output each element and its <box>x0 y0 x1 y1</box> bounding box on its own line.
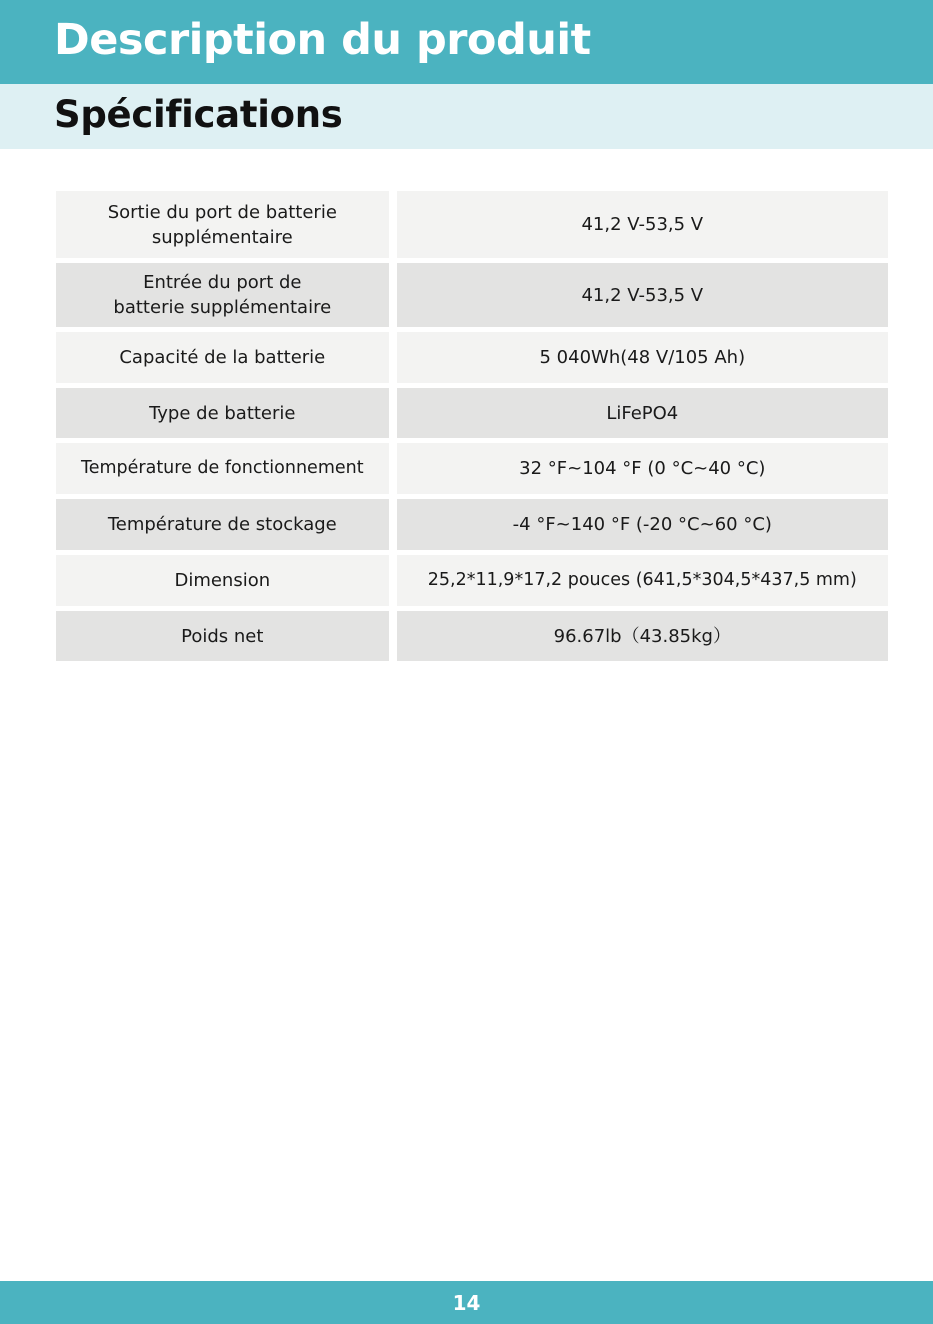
table-row <box>56 263 888 327</box>
table-row <box>56 332 888 383</box>
spec-value: 32 °F~104 °F (0 °C~40 °C) <box>397 443 888 494</box>
spec-label: Capacité de la batterie <box>56 332 389 383</box>
footer-bar <box>0 1281 933 1324</box>
table-row <box>56 499 888 550</box>
spec-table <box>56 191 888 666</box>
spec-value: -4 °F~140 °F (-20 °C~60 °C) <box>397 499 888 550</box>
table-row <box>56 191 888 258</box>
cell-gap <box>389 332 397 383</box>
spec-value: LiFePO4 <box>397 388 888 438</box>
spec-value: 41,2 V-53,5 V <box>397 191 888 258</box>
spec-label: Température de stockage <box>56 499 389 550</box>
table-row <box>56 611 888 661</box>
cell-gap <box>389 555 397 606</box>
table-row <box>56 388 888 438</box>
table-row <box>56 443 888 494</box>
cell-gap <box>389 611 397 661</box>
spec-label: Sortie du port de batterie supplémentaire <box>56 191 389 258</box>
cell-gap <box>389 191 397 258</box>
page-title: Description du produit <box>54 15 591 65</box>
cell-gap <box>389 443 397 494</box>
cell-gap <box>389 263 397 327</box>
spec-value: 5 040Wh(48 V/105 Ah) <box>397 332 888 383</box>
header-bar <box>0 0 933 84</box>
spec-value: 25,2*11,9*17,2 pouces (641,5*304,5*437,5 mm) <box>397 555 888 606</box>
spec-label: Dimension <box>56 555 389 606</box>
table-row <box>56 555 888 606</box>
spec-value: 96.67lb（43.85kg） <box>397 611 888 661</box>
page-number: 14 <box>452 1290 481 1315</box>
spec-label: Poids net <box>56 611 389 661</box>
spec-label: Type de batterie <box>56 388 389 438</box>
cell-gap <box>389 499 397 550</box>
spec-label: Entrée du port de batterie supplémentaire <box>56 263 389 327</box>
section-title: Spécifications <box>54 93 343 136</box>
spec-label: Température de fonctionnement <box>56 443 389 494</box>
cell-gap <box>389 388 397 438</box>
section-bar <box>0 84 933 149</box>
spec-value: 41,2 V-53,5 V <box>397 263 888 327</box>
